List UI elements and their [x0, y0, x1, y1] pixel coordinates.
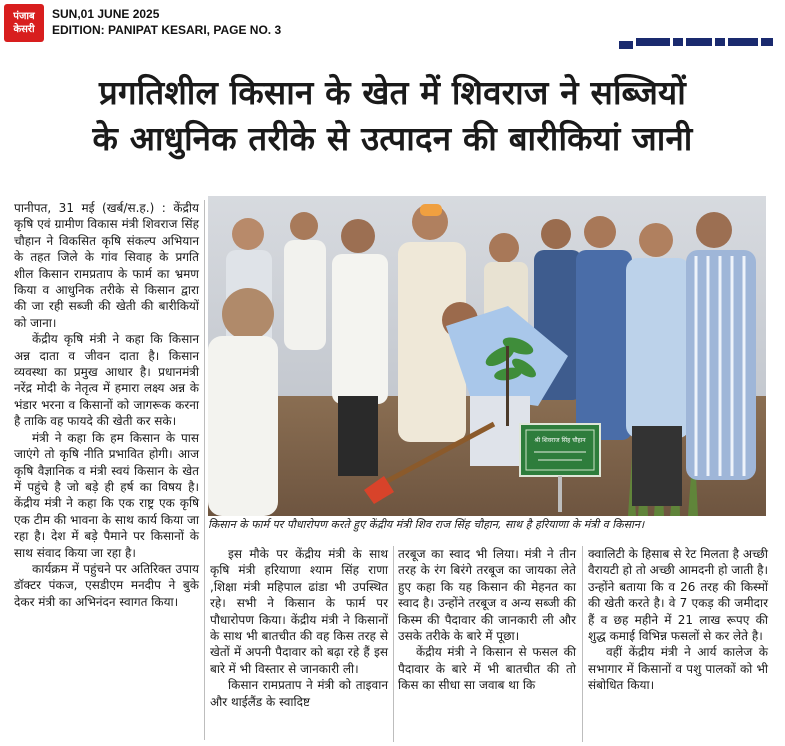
article-column-3 — [398, 546, 576, 694]
headline-line-1: प्रगतिशील किसान के खेत में शिवराज ने सब्जियों — [99, 73, 686, 112]
masthead-fragment — [619, 38, 779, 50]
column-divider — [204, 200, 205, 740]
news-photo — [208, 196, 766, 516]
paragraph: पानीपत, 31 मई (खर्ब/स.ह.) : केंद्रीय कृषि एवं ग्रामीण विकास मंत्री शिवराज सिंह चौहान ने विकसित कृषि संकल्प अभियान के तहत जिले के गांव सिवाह के प्रगति शील किसान रामप्रताप के फार्म का भ्रमण किया व आधुनिक तरीके से किसान द्वारा की जा रही सब्जी की खेती की बारीकियों को जाना। — [14, 201, 199, 330]
article-column-4 — [588, 546, 768, 694]
article-column-2 — [210, 546, 388, 710]
paragraph: केंद्रीय कृषि मंत्री ने कहा कि किसान अन्न दाता व जीवन दाता है। किसान व्यवस्था का प्रमुख आधार है। प्रधानमंत्री नरेंद्र मोदी के नेतृत्व में हमारा लक्ष्य अन्न के भंडार भरना व किसानों को जागरूक करना है ताकि वह फायदे की खेती कर सके। — [14, 332, 199, 429]
paragraph: तरबूज का स्वाद भी लिया। मंत्री ने तीन तरह के रंग बिरंगे तरबूज का जायका लेते हुए कहा कि यह किसान की मेहनत का स्वाद है। उन्होंने तरबूज व अन्य सब्जी की किस्म की पैदावार की जानकारी ली और उसके तरीके के बारे में पूछा। — [398, 547, 576, 644]
publication-logo — [4, 4, 44, 42]
edition-line: EDITION: PANIPAT KESARI, PAGE NO. 3 — [52, 23, 282, 37]
edition-info — [52, 6, 281, 38]
column-divider — [582, 546, 583, 742]
plaque-text: श्री शिवराज सिंह चौहान — [534, 437, 586, 444]
paragraph: इस मौके पर केंद्रीय मंत्री के साथ कृषि मंत्री हरियाणा श्याम सिंह राणा ,शिक्षा मंत्री महिपाल ढांडा भी उपस्थित रहे। सभी ने किसान के फार्म पर पौधारोपण किया। केंद्रीय मंत्री ने किसानों के साथ भी बातचीत की वह किस तरह से खेतों में अपनी पैदावार को बढ़ा रहे हैं इस बारे में भी विस्तार से जानकारी ली। — [210, 547, 388, 676]
logo-bottom-text: केसरी — [13, 24, 35, 35]
logo-top-text: पंजाब — [13, 11, 35, 22]
column-divider — [393, 546, 394, 742]
article-column-1 — [14, 200, 199, 610]
date-line: SUN,01 JUNE 2025 — [52, 7, 160, 21]
article-headline — [6, 70, 779, 162]
paragraph: केंद्रीय मंत्री ने किसान से फसल की पैदावार के बारे में भी बातचीत की तो किस का सीधा सा जवाब था कि — [398, 645, 576, 693]
paragraph: क्वालिटी के हिसाब से रेट मिलता है अच्छी वैरायटी हो तो अच्छी आमदनी हो जाती है। उन्होंने बताया कि व 26 तरह की किस्मों की खेती करते है। वे 7 एकड़ की जमीदार हैं व छह महीने में 21 लाख रूपए की शुद्ध कमाई विभिन्न फसलों से कर लेते है। — [588, 547, 768, 644]
photo-caption: किसान के फार्म पर पौधारोपण करते हुए केंद्रीय मंत्री शिव राज सिंह चौहान, साथ है हरियाणा के मंत्री व किसान। — [208, 518, 645, 531]
paragraph: किसान रामप्रताप ने मंत्री को ताइवान और थाईलैंड के स्वादिष्ट — [210, 678, 388, 709]
paragraph: वहीं केंद्रीय मंत्री ने आर्य कालेज के सभागार में किसानों व पशु पालकों को भी संबोधित किया। — [588, 645, 768, 693]
headline-line-2: के आधुनिक तरीके से उत्पादन की बारीकियां जानी — [92, 119, 693, 158]
paragraph: मंत्री ने कहा कि हम किसान के पास जाएंगे तो कृषि नीति प्रभावित होगी। आज कृषि वैज्ञानिक व मंत्री स्वयं किसान के खेत में पहुंचे है जो बड़े ही हर्ष का विषय है। केंद्रीय मंत्री ने कहा कि एक राष्ट्र एक कृषि एक टीम की भावना के साथ कार्य किया जा रहा है। देश में बड़े पैमाने पर किसानों के साथ संवाद किया जा रहा है। — [14, 430, 199, 560]
photo-illustration — [208, 196, 766, 516]
paragraph: कार्यक्रम में पहुंचने पर अतिरिक्त उपाय डॉक्टर पंकज, एसडीएम मनदीप ने बुके देकर मंत्री का अभिनंदन स्वागत किया। — [14, 561, 199, 609]
